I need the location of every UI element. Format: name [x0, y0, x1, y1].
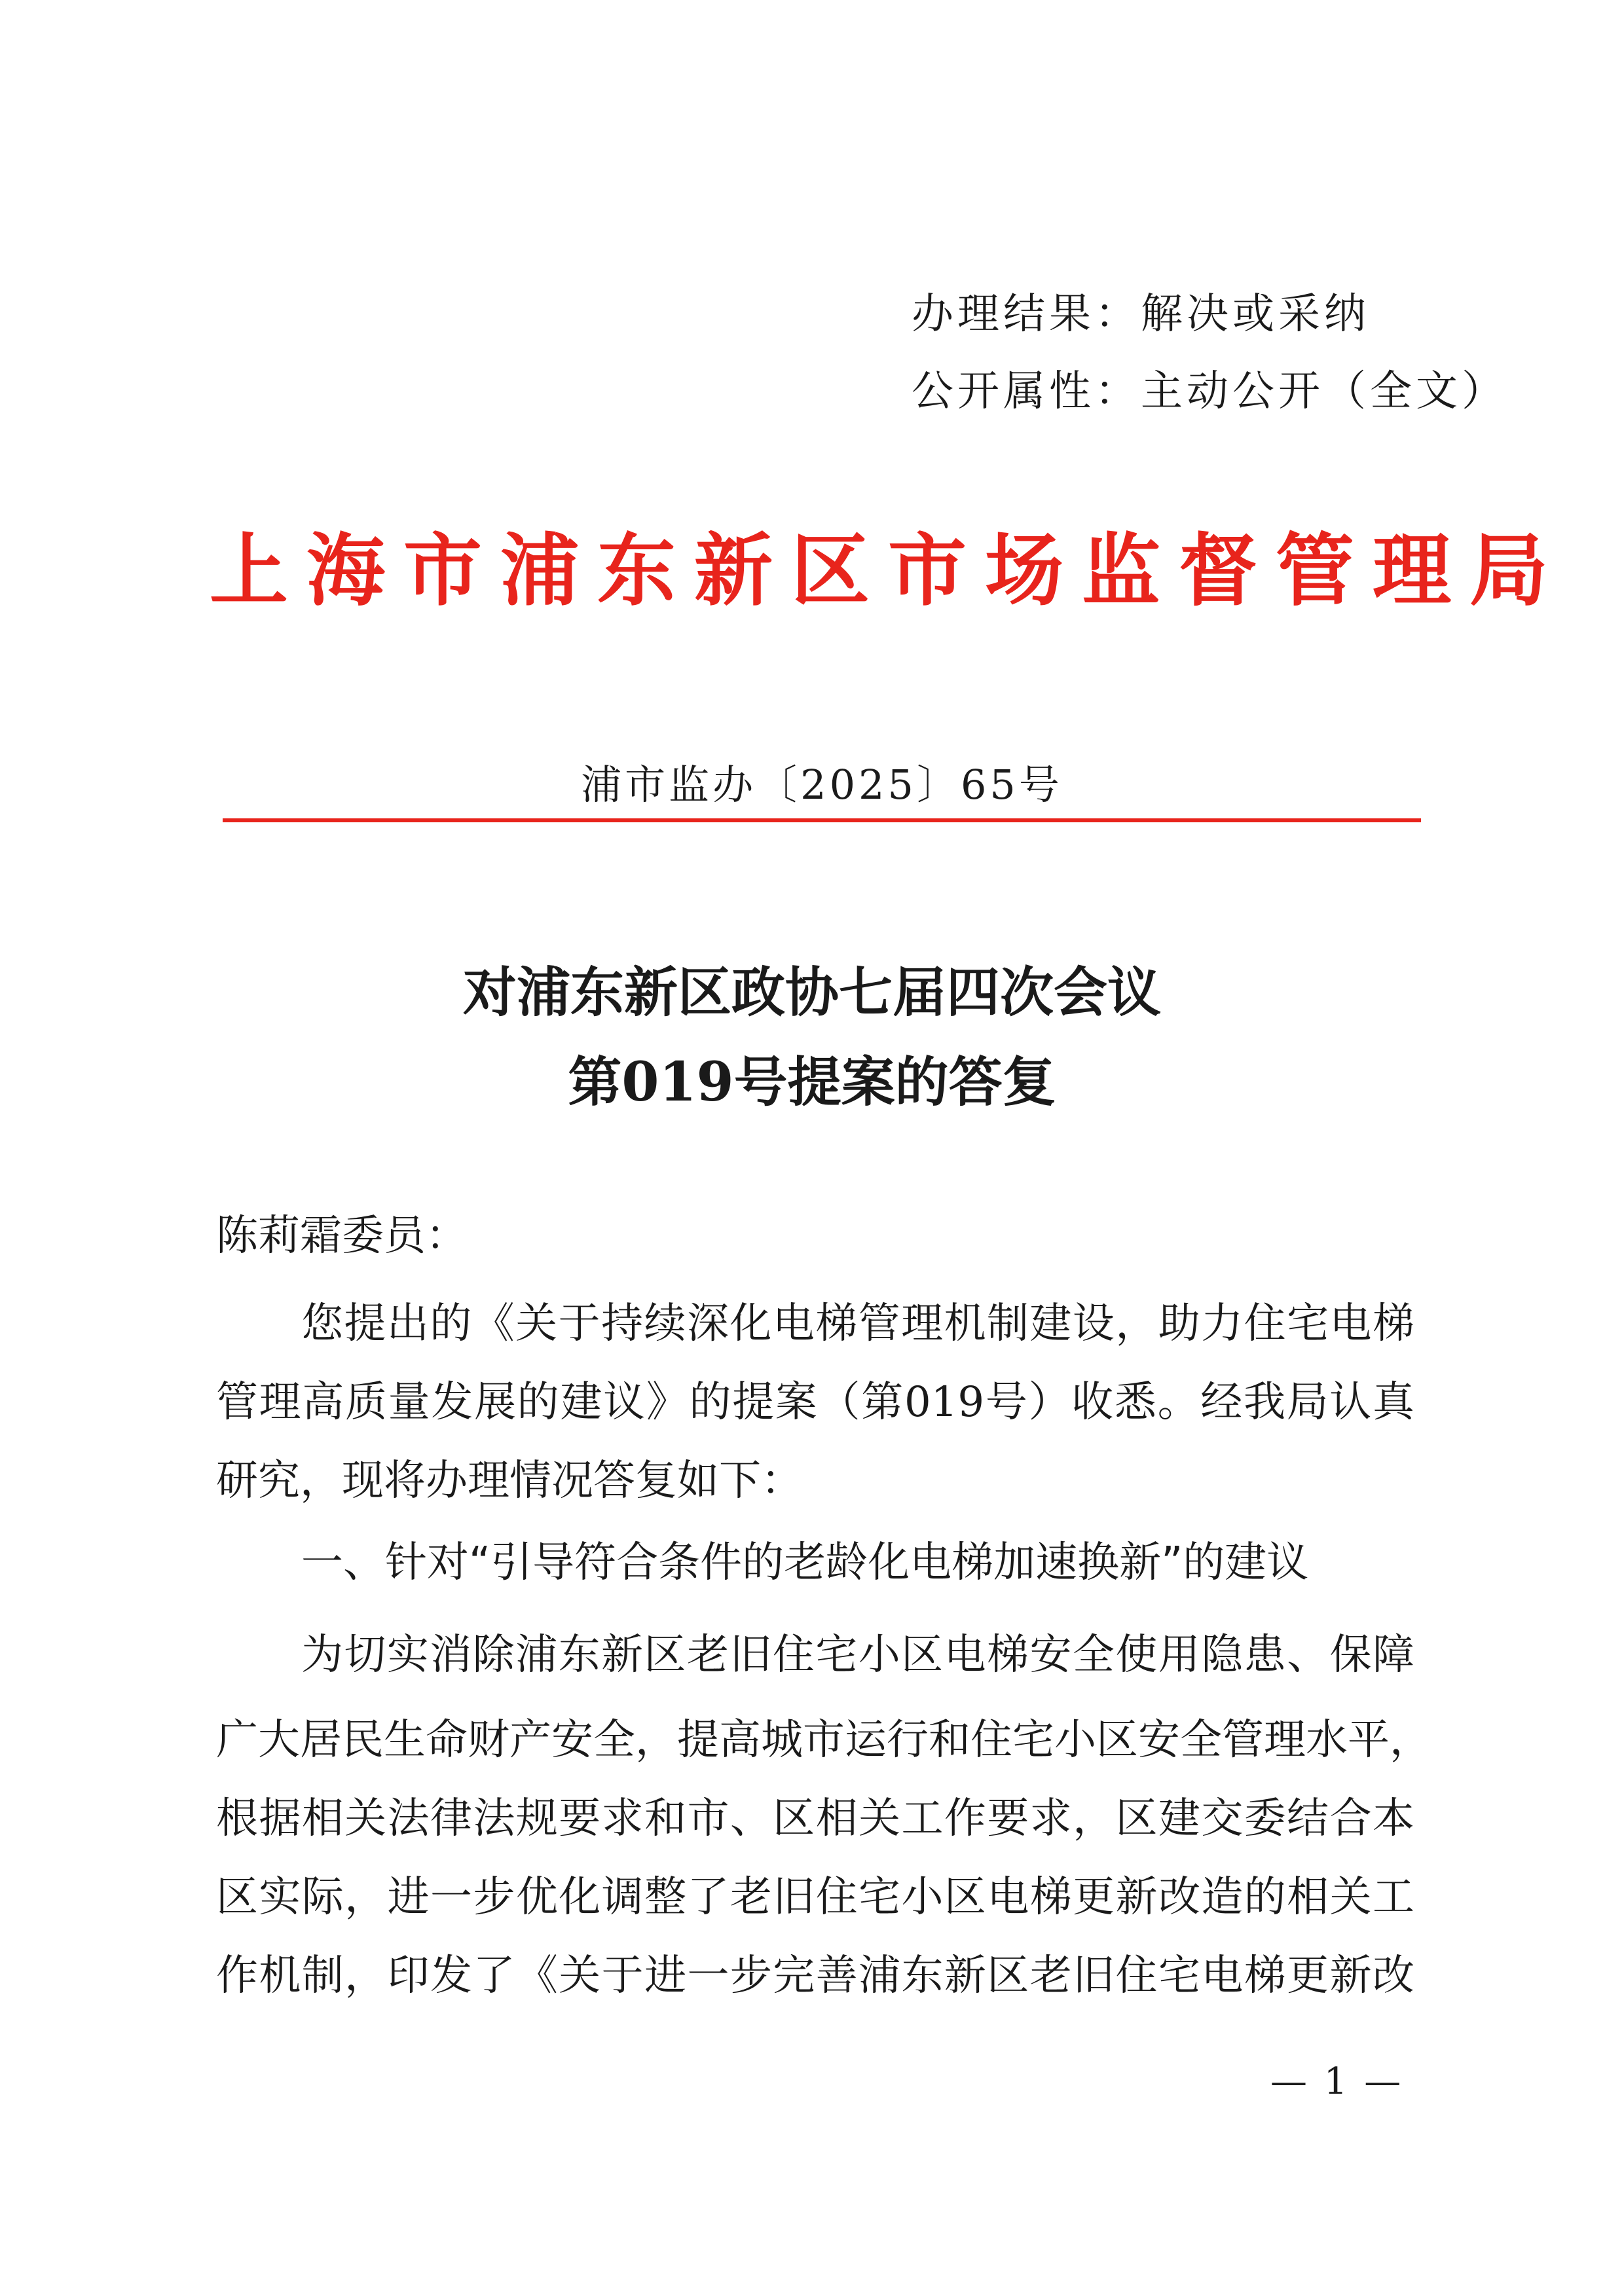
section-1-line-1: 为切实消除浦东新区老旧住宅小区电梯安全使用隐患、保障: [301, 1631, 1414, 1679]
agency-masthead: 上海市浦东新区市场监督管理局: [210, 524, 1566, 617]
intro-line-3: 研究，现将办理情况答复如下：: [216, 1457, 803, 1505]
handling-result: 办理结果：解决或采纳: [912, 290, 1370, 338]
intro-line-1: 您提出的《关于持续深化电梯管理机制建设，助力住宅电梯: [301, 1300, 1414, 1348]
section-1-line-4: 区实际，进一步优化调整了老旧住宅小区电梯更新改造的相关工: [216, 1873, 1414, 1922]
section-1-line-3: 根据相关法律法规要求和市、区相关工作要求，区建交委结合本: [216, 1795, 1414, 1843]
document-title-line-1: 对浦东新区政协七届四次会议: [462, 961, 1161, 1024]
document-title-line-2: 第019号提案的答复: [568, 1051, 1056, 1114]
section-1-heading: 一、针对“引导符合条件的老龄化电梯加速换新”的建议: [301, 1539, 1309, 1587]
red-divider-line: [223, 818, 1421, 822]
intro-line-2: 管理高质量发展的建议》的提案（第019号）收悉。经我局认真: [216, 1378, 1414, 1427]
section-1-line-5: 作机制，印发了《关于进一步完善浦东新区老旧住宅电梯更新改: [216, 1952, 1414, 2000]
salutation: 陈莉霜委员：: [216, 1212, 468, 1260]
section-1-line-2: 广大居民生命财产安全，提高城市运行和住宅小区安全管理水平，: [216, 1716, 1431, 1764]
document-number: 浦市监办〔2025〕65号: [581, 761, 1063, 809]
page-number: — 1 —: [1270, 2060, 1404, 2103]
disclosure-attribute: 公开属性：主动公开（全文）: [912, 367, 1507, 416]
